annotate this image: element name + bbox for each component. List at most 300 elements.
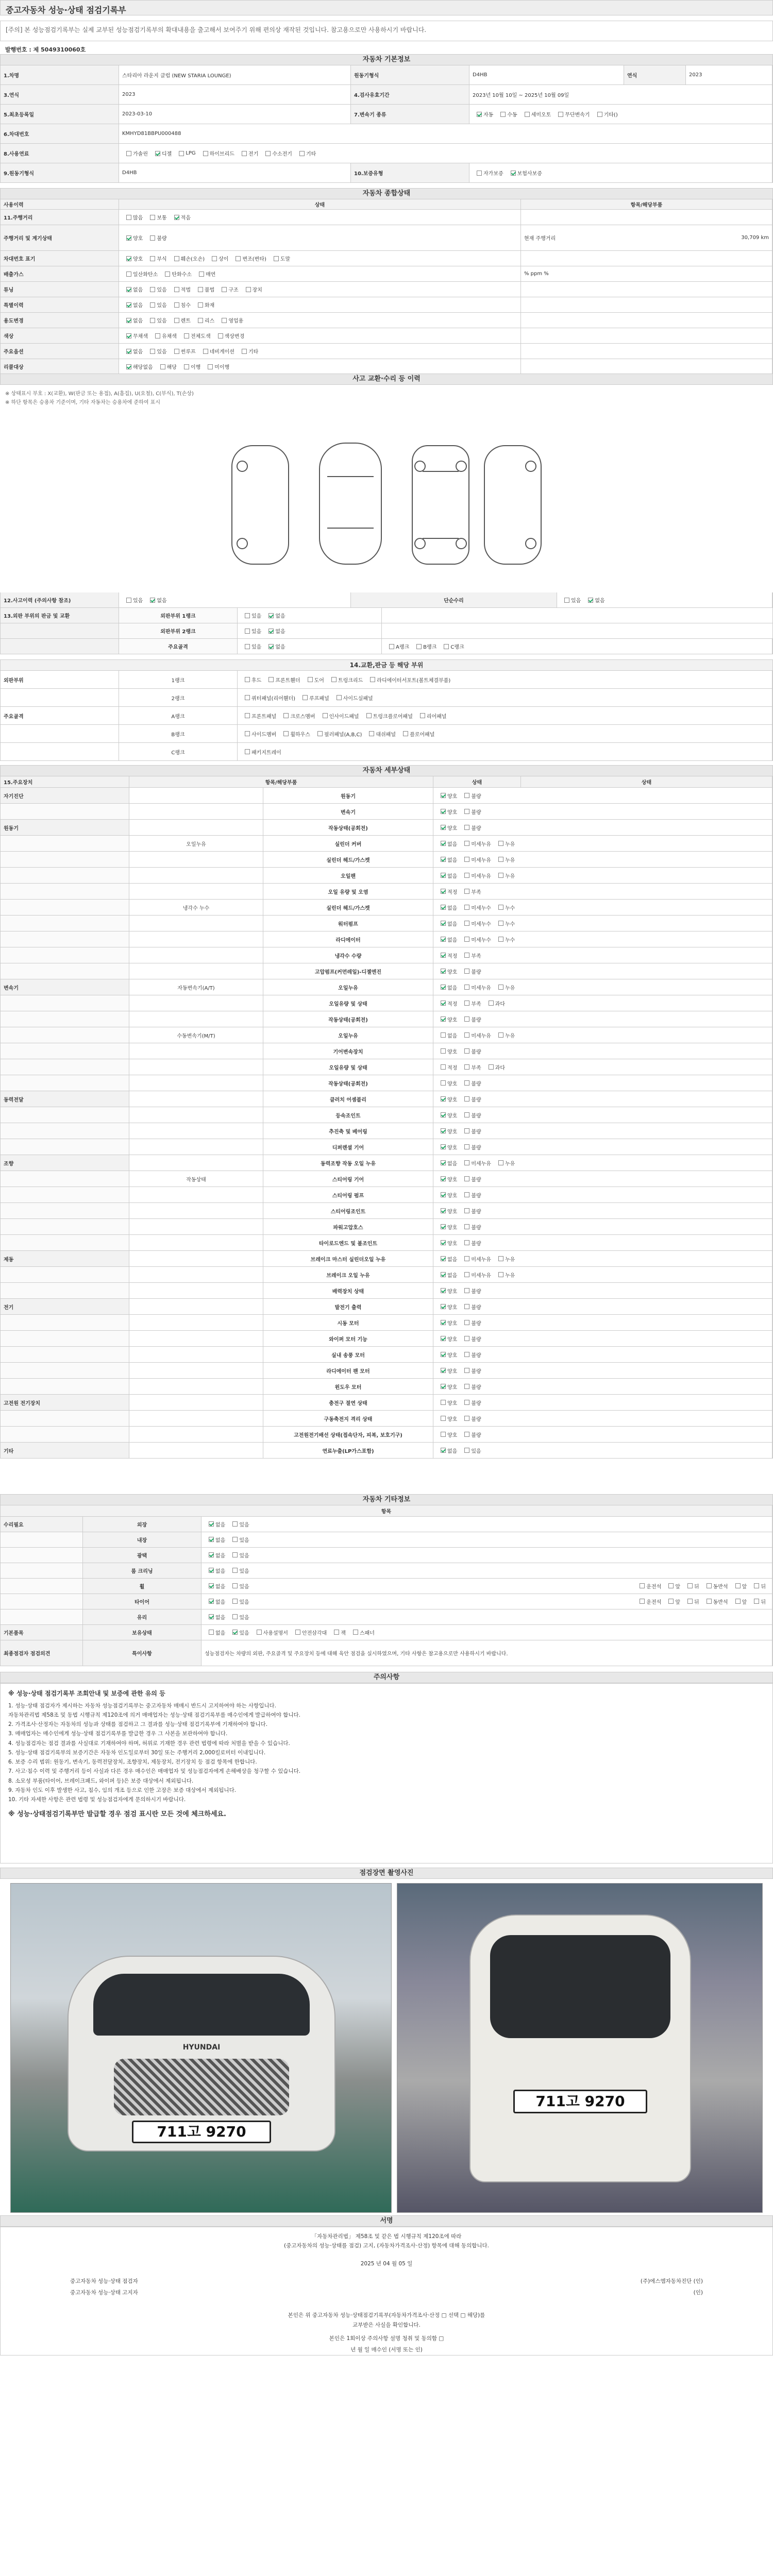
checkbox[interactable] [464, 1240, 469, 1245]
checkbox[interactable] [441, 1416, 446, 1421]
checkbox[interactable] [441, 937, 446, 942]
checkbox[interactable] [232, 1599, 238, 1604]
checkbox[interactable] [464, 1080, 469, 1086]
checkbox[interactable] [232, 1521, 238, 1527]
checkbox[interactable] [668, 1599, 674, 1604]
row-state [433, 788, 772, 803]
checkbox[interactable] [232, 1537, 238, 1542]
checkbox[interactable] [464, 1304, 469, 1309]
checkbox[interactable] [687, 1583, 693, 1588]
checkbox[interactable] [184, 333, 189, 338]
checkbox[interactable] [754, 1599, 759, 1604]
checkbox[interactable] [198, 302, 203, 308]
group-text: 동력전달 [4, 1097, 24, 1103]
checkbox[interactable] [232, 1630, 238, 1635]
checkbox[interactable] [353, 1630, 358, 1635]
row-state [201, 1640, 772, 1666]
item-text: 클러치 어셈블리 [329, 1097, 367, 1103]
checkbox[interactable] [126, 349, 131, 354]
row-sub [129, 1107, 263, 1123]
checkbox[interactable] [403, 731, 408, 736]
option-label: 불량 [471, 1241, 481, 1247]
checkbox[interactable] [498, 1256, 503, 1261]
row-state [433, 1363, 772, 1378]
row-value [119, 85, 351, 104]
sub-text: 수동변속기(M/T) [177, 1033, 215, 1039]
checkbox[interactable] [209, 1630, 214, 1635]
option [151, 332, 177, 340]
checkbox[interactable] [640, 1583, 645, 1588]
checkbox[interactable] [498, 1032, 503, 1038]
checkbox[interactable] [464, 1176, 469, 1181]
option [146, 285, 166, 293]
checkbox[interactable] [236, 256, 241, 261]
checkbox[interactable] [441, 1192, 446, 1197]
checkbox[interactable] [464, 1272, 469, 1277]
checkbox[interactable] [489, 1001, 494, 1006]
detail-row [0, 1043, 773, 1059]
checkbox[interactable] [198, 287, 203, 292]
checkbox[interactable] [511, 171, 516, 176]
checkbox[interactable] [283, 731, 289, 736]
row-value [119, 124, 772, 143]
checkbox[interactable] [323, 713, 328, 718]
checkbox[interactable] [441, 1064, 446, 1070]
car-bottom-view [412, 446, 469, 564]
checkbox[interactable] [245, 713, 250, 718]
checkbox[interactable] [265, 151, 271, 156]
checkbox[interactable] [441, 1256, 446, 1261]
checkbox[interactable] [203, 349, 208, 354]
checkbox[interactable] [500, 112, 506, 117]
checkbox[interactable] [126, 333, 131, 338]
checkbox[interactable] [155, 151, 160, 156]
row-state [119, 282, 521, 297]
option-label: 양호 [133, 257, 143, 262]
checkbox[interactable] [441, 1304, 446, 1309]
checkbox[interactable] [246, 287, 251, 292]
checkbox[interactable] [126, 598, 131, 603]
checkbox[interactable] [464, 1432, 469, 1437]
checkbox[interactable] [245, 695, 250, 700]
checkbox[interactable] [464, 1064, 469, 1070]
checkbox[interactable] [668, 1583, 674, 1588]
checkbox[interactable] [464, 905, 469, 910]
option-label: 없음 [215, 1615, 226, 1621]
row-item [263, 852, 433, 867]
checkbox[interactable] [441, 1448, 446, 1453]
option-label: 앞 [742, 1584, 747, 1590]
checkbox[interactable] [498, 905, 503, 910]
checkbox[interactable] [370, 677, 375, 682]
checkbox[interactable] [498, 921, 503, 926]
checkbox[interactable] [464, 1256, 469, 1261]
checkbox[interactable] [464, 857, 469, 862]
option-label: 불량 [471, 1432, 481, 1438]
row-group [1, 743, 119, 760]
checkbox[interactable] [268, 629, 274, 634]
row-group [1, 884, 129, 899]
checkbox[interactable] [464, 1001, 469, 1006]
checkbox[interactable] [150, 256, 155, 261]
checkbox[interactable] [498, 1160, 503, 1165]
option [436, 888, 457, 895]
state-options [205, 1551, 253, 1560]
checkbox[interactable] [441, 1144, 446, 1149]
checkbox[interactable] [165, 272, 170, 277]
checkbox[interactable] [441, 1352, 446, 1357]
checkbox[interactable] [464, 1096, 469, 1101]
checkbox[interactable] [242, 349, 247, 354]
row-state [201, 1517, 772, 1532]
row-item [263, 1331, 433, 1346]
checkbox[interactable] [268, 644, 274, 649]
checkbox[interactable] [308, 677, 313, 682]
checkbox[interactable] [441, 793, 446, 798]
group-text: 조향 [4, 1161, 14, 1167]
option-label: 운전석 [646, 1584, 662, 1590]
checkbox[interactable] [295, 1630, 300, 1635]
checkbox[interactable] [735, 1583, 741, 1588]
checkbox[interactable] [416, 644, 422, 649]
checkbox[interactable] [232, 1568, 238, 1573]
checkbox[interactable] [337, 695, 342, 700]
checkbox[interactable] [498, 985, 503, 990]
checkbox[interactable] [707, 1599, 712, 1604]
checkbox[interactable] [564, 598, 569, 603]
detail-row [0, 1219, 773, 1235]
checkbox[interactable] [150, 287, 155, 292]
checkbox[interactable] [464, 1032, 469, 1038]
checkbox[interactable] [464, 937, 469, 942]
checkbox[interactable] [441, 1112, 446, 1117]
checkbox[interactable] [441, 873, 446, 878]
checkbox[interactable] [464, 841, 469, 846]
checkbox[interactable] [150, 349, 155, 354]
checkbox[interactable] [209, 1614, 214, 1619]
checkbox[interactable] [441, 1400, 446, 1405]
checkbox[interactable] [441, 953, 446, 958]
checkbox[interactable] [334, 1630, 339, 1635]
checkbox[interactable] [441, 1048, 446, 1054]
checkbox[interactable] [174, 256, 179, 261]
checkbox[interactable] [477, 112, 482, 117]
checkbox[interactable] [525, 112, 530, 117]
checkbox[interactable] [464, 985, 469, 990]
checkbox[interactable] [464, 1288, 469, 1293]
checkbox[interactable] [174, 287, 179, 292]
checkbox[interactable] [150, 215, 155, 220]
checkbox[interactable] [212, 256, 217, 261]
checkbox[interactable] [150, 318, 155, 323]
checkbox[interactable] [441, 1160, 446, 1165]
checkbox[interactable] [331, 677, 337, 682]
checkbox[interactable] [464, 873, 469, 878]
checkbox[interactable] [441, 1032, 446, 1038]
row-state [433, 1379, 772, 1394]
checkbox[interactable] [441, 825, 446, 830]
checkbox[interactable] [218, 333, 223, 338]
checkbox[interactable] [441, 1288, 446, 1293]
checkbox[interactable] [441, 1368, 446, 1373]
option-label: 해당없음 [133, 365, 153, 370]
checkbox[interactable] [464, 1448, 469, 1453]
option-label: 필러패널(A,B,C) [324, 732, 362, 738]
checkbox[interactable] [441, 1208, 446, 1213]
checkbox[interactable] [209, 1521, 214, 1527]
detail-row [0, 1395, 773, 1411]
checkbox[interactable] [209, 1537, 214, 1542]
detail-row [0, 1331, 773, 1347]
checkbox[interactable] [242, 151, 247, 156]
checkbox[interactable] [441, 905, 446, 910]
checkbox[interactable] [126, 287, 131, 292]
item-text: 특이사항 [132, 1651, 152, 1657]
option-label: 있음 [239, 1568, 249, 1574]
label-text: 원동기형식 [354, 73, 379, 79]
checkbox[interactable] [498, 841, 503, 846]
note-line: 9. 자동차 인도 이후 발생한 사고, 침수, 임의 개조 등으로 인한 고장은 보증 대상에서 제외됩니다. [8, 1787, 237, 1793]
row-state [433, 1219, 772, 1234]
checkbox[interactable] [441, 841, 446, 846]
checkbox[interactable] [464, 953, 469, 958]
row-item [263, 804, 433, 819]
parts-subheader: 14.교환,판금 등 해당 부위 [0, 659, 773, 671]
checkbox[interactable] [441, 985, 446, 990]
checkbox[interactable] [441, 1320, 446, 1325]
checkbox[interactable] [257, 1630, 262, 1635]
other-row [0, 1625, 773, 1640]
checkbox[interactable] [464, 1320, 469, 1325]
checkbox[interactable] [245, 731, 250, 736]
checkbox[interactable] [126, 318, 131, 323]
checkbox[interactable] [498, 937, 503, 942]
checkbox[interactable] [198, 318, 203, 323]
checkbox[interactable] [245, 677, 250, 682]
checkbox[interactable] [179, 151, 184, 156]
option [122, 596, 143, 604]
checkbox[interactable] [274, 256, 279, 261]
checkbox[interactable] [477, 171, 482, 176]
checkbox[interactable] [464, 921, 469, 926]
item-text: 고압펌프(커먼레일)-디젤엔진 [314, 969, 382, 975]
checkbox[interactable] [464, 1336, 469, 1341]
checkbox[interactable] [232, 1552, 238, 1557]
checkbox[interactable] [464, 1160, 469, 1165]
checkbox[interactable] [441, 921, 446, 926]
row-group [1, 1011, 129, 1027]
checkbox[interactable] [464, 1208, 469, 1213]
checkbox[interactable] [464, 969, 469, 974]
checkbox[interactable] [126, 256, 131, 261]
option [298, 694, 329, 702]
checkbox[interactable] [441, 857, 446, 862]
checkbox[interactable] [441, 1272, 446, 1277]
checkbox[interactable] [199, 272, 204, 277]
checkbox[interactable] [464, 793, 469, 798]
checkbox[interactable] [126, 235, 131, 241]
detail-col3: 상태 [433, 776, 521, 787]
checkbox[interactable] [203, 151, 208, 156]
option [241, 730, 276, 738]
basic-row [0, 85, 773, 105]
checkbox[interactable] [464, 825, 469, 830]
row-state [433, 1059, 772, 1075]
checkbox[interactable] [735, 1599, 741, 1604]
checkbox[interactable] [754, 1583, 759, 1588]
checkbox[interactable] [464, 1224, 469, 1229]
checkbox[interactable] [389, 644, 394, 649]
checkbox[interactable] [245, 644, 250, 649]
row-items [238, 707, 772, 724]
checkbox[interactable] [222, 287, 227, 292]
checkbox[interactable] [441, 1384, 446, 1389]
checkbox[interactable] [441, 1001, 446, 1006]
option-label: 미세누유 [471, 841, 491, 848]
option-label: 양호 [447, 1352, 458, 1359]
checkbox[interactable] [245, 749, 250, 754]
option [146, 301, 166, 309]
checkbox[interactable] [444, 644, 449, 649]
checkbox[interactable] [232, 1583, 238, 1588]
checkbox[interactable] [687, 1599, 693, 1604]
option [436, 1351, 457, 1359]
checkbox[interactable] [464, 1016, 469, 1022]
row-group [1, 1379, 129, 1394]
checkbox[interactable] [588, 598, 593, 603]
option [228, 1613, 249, 1621]
checkbox[interactable] [441, 1224, 446, 1229]
checkbox[interactable] [209, 1583, 214, 1588]
checkbox[interactable] [184, 364, 189, 369]
checkbox[interactable] [303, 695, 308, 700]
checkbox[interactable] [126, 151, 131, 156]
checkbox[interactable] [174, 318, 179, 323]
checkbox[interactable] [299, 151, 305, 156]
checkbox[interactable] [464, 889, 469, 894]
checkbox[interactable] [464, 1192, 469, 1197]
checkbox[interactable] [441, 1128, 446, 1133]
option [295, 149, 316, 157]
checkbox[interactable] [558, 112, 563, 117]
notes-warning: ※ 성능·상태점검기록부만 발급할 경우 점검 표시란 모든 것에 체크하세요. [8, 1810, 226, 1818]
checkbox[interactable] [245, 613, 250, 618]
checkbox[interactable] [464, 1368, 469, 1373]
checkbox[interactable] [150, 302, 155, 308]
checkbox[interactable] [174, 349, 179, 354]
checkbox[interactable] [317, 731, 323, 736]
checkbox[interactable] [464, 1416, 469, 1421]
checkbox[interactable] [597, 112, 602, 117]
checkbox[interactable] [441, 809, 446, 814]
checkbox[interactable] [464, 1352, 469, 1357]
option [241, 748, 281, 756]
checkbox[interactable] [489, 1064, 494, 1070]
row-sub [129, 916, 263, 931]
checkbox[interactable] [464, 809, 469, 814]
checkbox[interactable] [420, 713, 425, 718]
item-text: 추진축 및 베어링 [329, 1129, 367, 1135]
checkbox[interactable] [441, 1336, 446, 1341]
checkbox[interactable] [464, 1384, 469, 1389]
checkbox[interactable] [441, 1176, 446, 1181]
checkbox[interactable] [441, 969, 446, 974]
checkbox[interactable] [498, 857, 503, 862]
checkbox[interactable] [441, 1240, 446, 1245]
row-group [1, 1427, 129, 1442]
checkbox[interactable] [150, 598, 155, 603]
checkbox[interactable] [209, 1599, 214, 1604]
option-label: 패키지트레이 [251, 750, 281, 756]
sign-line1: 「자동차관리법」 제58조 및 같은 법 시행규칙 제120조에 따라 [311, 2233, 462, 2240]
checkbox[interactable] [268, 677, 274, 682]
item-text: 룸 크리닝 [131, 1569, 153, 1574]
checkbox[interactable] [232, 1614, 238, 1619]
checkbox[interactable] [464, 1048, 469, 1054]
checkbox[interactable] [464, 1400, 469, 1405]
checkbox[interactable] [222, 318, 227, 323]
row-sub [129, 868, 263, 883]
item-text: 스티어링조인트 [330, 1209, 366, 1215]
checkbox[interactable] [369, 731, 374, 736]
checkbox[interactable] [209, 1552, 214, 1557]
checkbox[interactable] [464, 1128, 469, 1133]
checkbox[interactable] [441, 1432, 446, 1437]
option-label: 잭 [341, 1630, 346, 1636]
option-label: 일산화탄소 [133, 272, 158, 278]
row-sub [129, 852, 263, 867]
checkbox[interactable] [441, 889, 446, 894]
checkbox[interactable] [126, 215, 131, 220]
checkbox[interactable] [464, 1112, 469, 1117]
option-label: 상이 [219, 257, 229, 262]
checkbox[interactable] [126, 272, 131, 277]
checkbox[interactable] [498, 873, 503, 878]
checkbox[interactable] [209, 1568, 214, 1573]
checkbox[interactable] [160, 364, 165, 369]
checkbox[interactable] [441, 1016, 446, 1022]
option [436, 1319, 457, 1327]
checkbox[interactable] [707, 1583, 712, 1588]
checkbox[interactable] [174, 302, 179, 308]
detail-row [0, 1267, 773, 1283]
checkbox[interactable] [283, 713, 289, 718]
checkbox[interactable] [640, 1599, 645, 1604]
row-value [238, 623, 382, 638]
checkbox[interactable] [498, 1272, 503, 1277]
checkbox[interactable] [464, 1144, 469, 1149]
checkbox[interactable] [126, 364, 131, 369]
checkbox[interactable] [245, 629, 250, 634]
row-label [1, 592, 119, 607]
checkbox[interactable] [150, 235, 155, 241]
option-label: 가솔린 [133, 151, 148, 157]
checkbox[interactable] [126, 302, 131, 308]
checkbox[interactable] [174, 215, 179, 220]
checkbox[interactable] [441, 1080, 446, 1086]
row-label [1, 65, 119, 84]
checkbox[interactable] [208, 364, 213, 369]
checkbox[interactable] [268, 613, 274, 618]
row-state [433, 1347, 772, 1362]
checkbox[interactable] [441, 1096, 446, 1101]
option [484, 1063, 505, 1071]
option-label: 운전석 [646, 1599, 662, 1605]
consent-line2: 교부받은 사실을 확인합니다. [352, 2321, 421, 2328]
checkbox[interactable] [366, 713, 372, 718]
checkbox[interactable] [155, 333, 160, 338]
row-sub [129, 1379, 263, 1394]
